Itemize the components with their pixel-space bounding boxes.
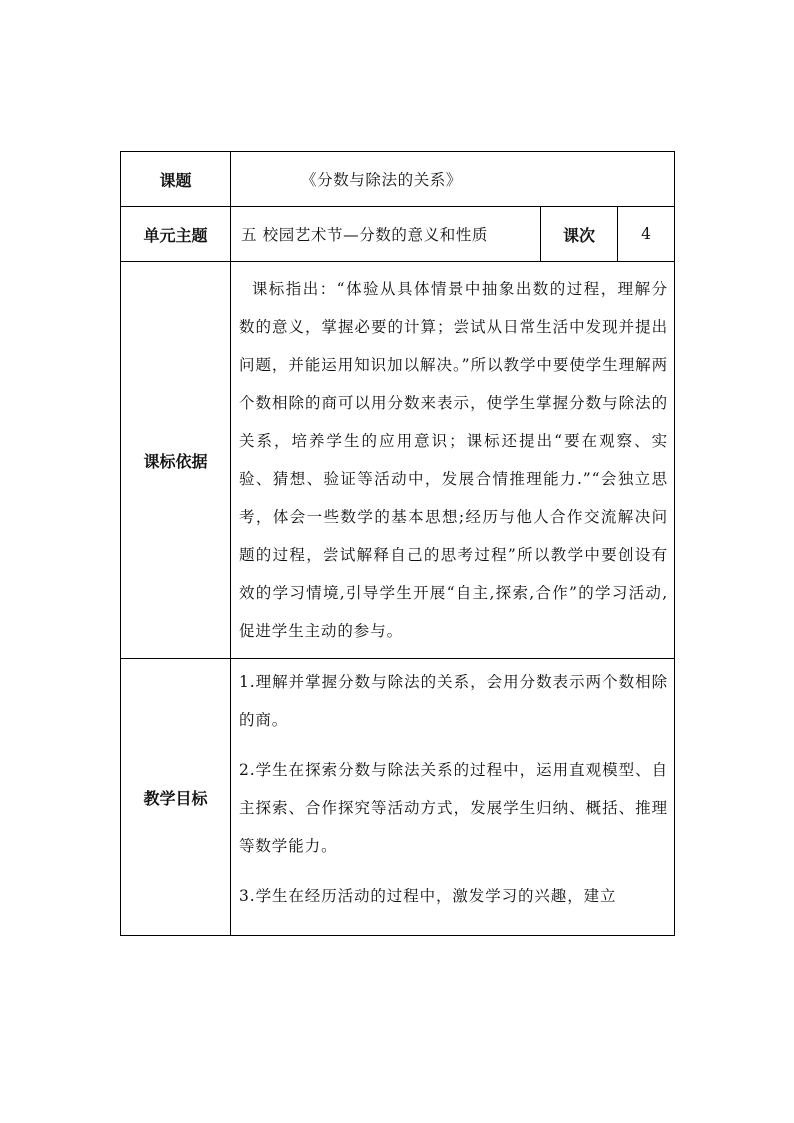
goals-row	[121, 659, 675, 936]
standard-text: 课标指出：“体验从具体情景中抽象出数的过程，理解分数的意义，掌握必要的计算；尝试从日常生活中发现并提出问题，并能运用知识加以解决。”所以教学中要使学生理解两个数相除的商可以用分数来表示，使学生掌握分数与除法的关系，培养学生的应用意识；课标还提出“要在观察、实验、猜想、验证等活动中，发展合情推理能力.”“会独立思考，体会一些数学的基本思想;经历与他人合作交流解决问题的过程，尝试解释自己的思考过程”所以教学中要创设有效的学习情境,引导学生开展“自主,探索,合作”的学习活动,促进学生主动的参与。	[231, 262, 675, 659]
topic-row	[121, 152, 675, 207]
unit-label: 单元主题	[121, 207, 231, 262]
topic-value: 《分数与除法的关系》	[231, 152, 675, 207]
goal-item-1: 1.理解并掌握分数与除法的关系，会用分数表示两个数相除的商。	[239, 673, 669, 729]
unit-row	[121, 207, 675, 262]
standard-label: 课标依据	[121, 262, 231, 659]
lesson-number-label: 课次	[541, 207, 618, 262]
standard-row	[121, 262, 675, 659]
lesson-plan-table	[120, 151, 675, 936]
unit-value: 五 校园艺术节—分数的意义和性质	[231, 207, 541, 262]
goal-item-2: 2.学生在探索分数与除法关系的过程中，运用直观模型、自主探索、合作探究等活动方式，发展学生归纳、概括、推理等数学能力。	[239, 761, 669, 855]
lesson-number-value: 4	[618, 207, 675, 262]
goals-cell	[231, 659, 675, 936]
goal-item-3: 3.学生在经历活动的过程中，激发学习的兴趣，建立	[239, 887, 617, 905]
topic-label: 课题	[121, 152, 231, 207]
goals-label: 教学目标	[121, 659, 231, 936]
